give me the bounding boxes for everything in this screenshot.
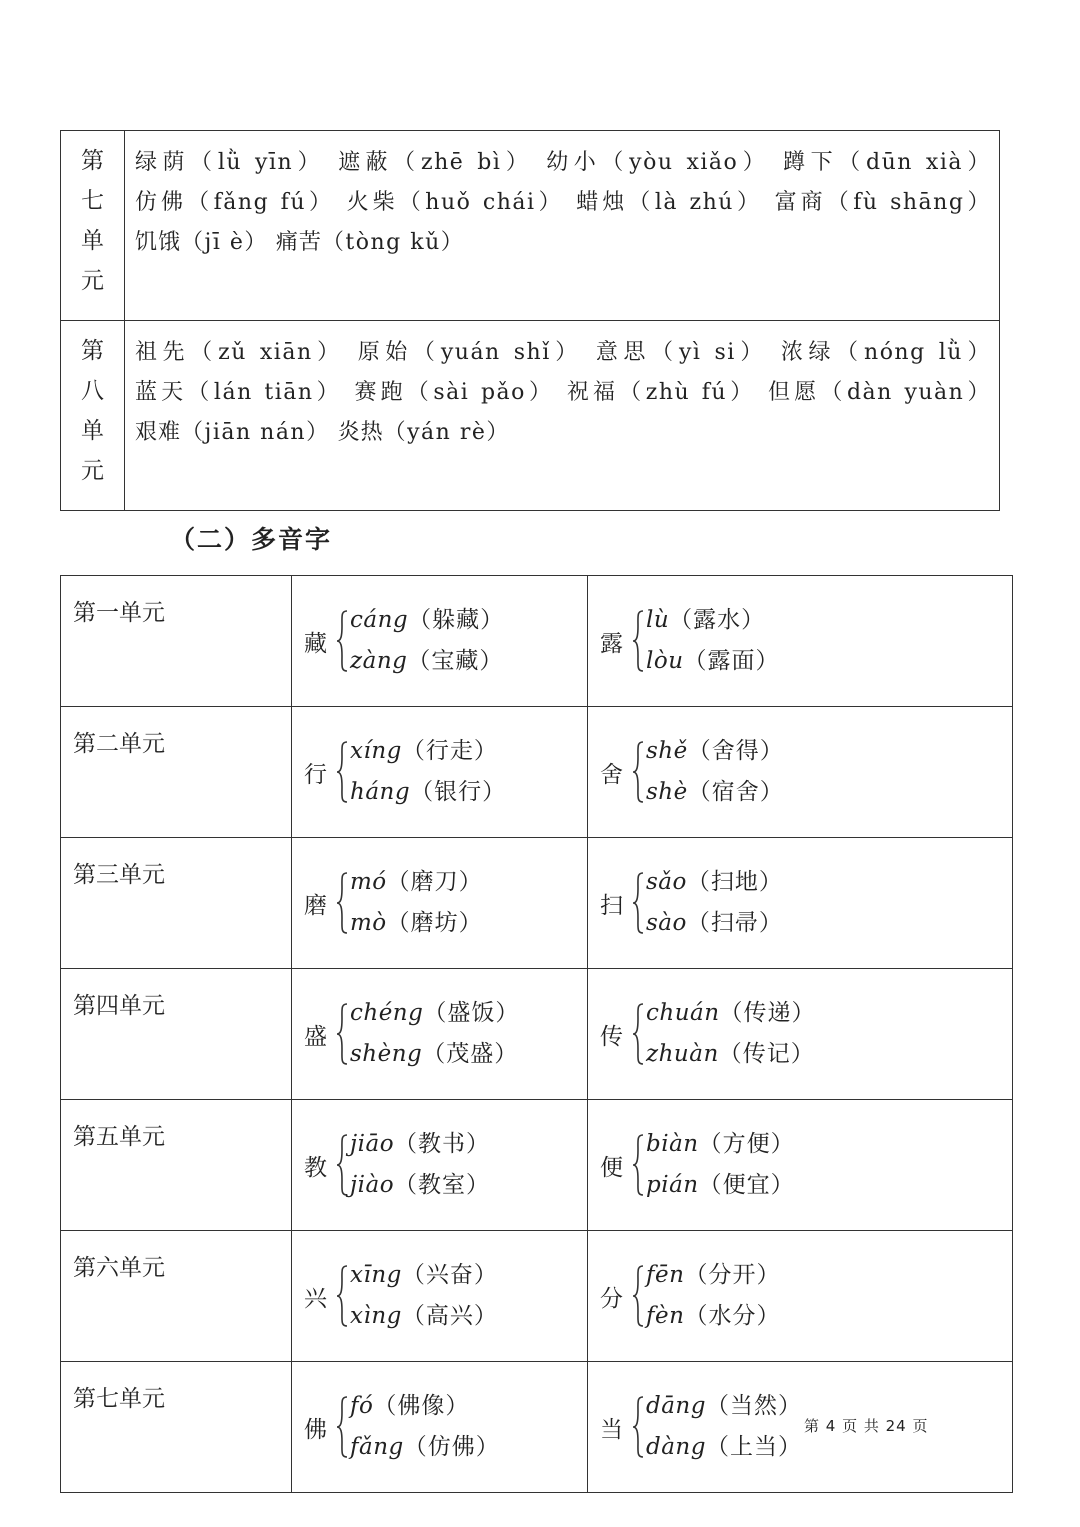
word-list-cell [125, 131, 1000, 321]
unit-label: 第一单元 [61, 576, 292, 707]
curly-brace-icon [632, 1134, 644, 1196]
readings-list [350, 1255, 498, 1337]
polyphonic-character: 行 [304, 761, 327, 788]
vocab-word [354, 380, 555, 405]
readings-list [350, 993, 519, 1075]
readings-group [336, 600, 504, 682]
reading-pinyin: shèng [350, 1041, 423, 1067]
vocab-table [60, 130, 1000, 511]
reading-line [350, 1427, 500, 1468]
word-characters: 炎热 [337, 420, 384, 445]
reading-line [350, 731, 506, 772]
polyphonic-entry [588, 1100, 1012, 1230]
word-characters: 遮蔽 [338, 150, 394, 175]
polyphonic-cell [292, 707, 588, 838]
reading-example: （仿佛） [403, 1434, 500, 1460]
reading-example: （高兴） [401, 1303, 498, 1329]
polyphonic-entry [588, 838, 1012, 968]
reading-line [350, 772, 506, 813]
polyphonic-row [61, 969, 1013, 1100]
reading-line [646, 1386, 802, 1427]
word-pinyin: （nóng lǜ） [835, 340, 991, 365]
polyphonic-character: 藏 [304, 630, 327, 657]
polyphonic-row [61, 576, 1013, 707]
readings-list [646, 731, 784, 813]
reading-example: （露水） [669, 607, 766, 633]
reading-line [646, 1296, 780, 1337]
reading-line [350, 1034, 519, 1075]
polyphonic-entry [588, 1231, 1012, 1361]
polyphonic-entry [292, 576, 587, 706]
readings-group [336, 1124, 490, 1206]
polyphonic-cell [588, 969, 1013, 1100]
reading-example: （教书） [394, 1131, 491, 1157]
vocab-word [775, 190, 991, 215]
readings-group [632, 731, 784, 813]
word-characters: 但愿 [768, 380, 821, 405]
polyphonic-character: 当 [600, 1416, 623, 1443]
reading-example: （教室） [394, 1172, 491, 1198]
word-pinyin: （fǎng fú） [187, 190, 336, 215]
reading-example: （露面） [683, 648, 780, 674]
unit-label: 第三单元 [61, 838, 292, 969]
word-pinyin: （yuán shǐ） [412, 340, 584, 365]
readings-group [336, 862, 483, 944]
word-pinyin: （lǜ yīn） [189, 150, 326, 175]
polyphonic-entry [292, 707, 587, 837]
reading-line [646, 903, 783, 944]
readings-list [646, 862, 783, 944]
reading-pinyin: xìng [350, 1303, 402, 1329]
readings-group [336, 731, 506, 813]
vocab-word [135, 340, 345, 365]
reading-pinyin: cáng [350, 607, 409, 633]
reading-example: （盛饭） [423, 1000, 520, 1026]
readings-group [632, 993, 816, 1075]
curly-brace-icon [336, 1265, 348, 1327]
vocab-word [358, 340, 584, 365]
vocab-word [135, 380, 343, 405]
polyphonic-table [60, 575, 1013, 1493]
word-characters: 蜡烛 [576, 190, 629, 215]
reading-example: （传递） [719, 1000, 816, 1026]
polyphonic-cell [292, 576, 588, 707]
section-heading-polyphonic: （二）多音字 [170, 525, 333, 554]
polyphonic-entry [588, 969, 1012, 1099]
vocab-word [781, 340, 991, 365]
word-pinyin: （sài pǎo） [406, 380, 556, 405]
vocab-word [135, 230, 268, 255]
word-pinyin: （lán tiān） [187, 380, 344, 405]
reading-line [646, 1427, 802, 1468]
vocab-word [135, 190, 336, 215]
reading-line [350, 600, 504, 641]
readings-list [350, 1124, 490, 1206]
polyphonic-character: 佛 [304, 1416, 327, 1443]
unit-label: 第四单元 [61, 969, 292, 1100]
page-footer: 第 4 页 共 24 页 [804, 1417, 929, 1435]
polyphonic-cell [588, 1231, 1013, 1362]
polyphonic-entry [588, 707, 1012, 837]
word-list-cell [125, 321, 1000, 511]
reading-example: （磨刀） [386, 869, 483, 895]
vocab-word [546, 150, 770, 175]
vocab-word [338, 420, 510, 445]
word-characters: 祝福 [566, 380, 620, 405]
unit-label: 第五单元 [61, 1100, 292, 1231]
readings-list [646, 1386, 802, 1468]
word-pinyin: （là zhú） [628, 190, 764, 215]
reading-line [350, 993, 519, 1034]
curly-brace-icon [632, 872, 644, 934]
vocab-word [338, 150, 534, 175]
curly-brace-icon [632, 610, 644, 672]
word-pinyin: （jiān nán） [181, 420, 330, 445]
reading-example: （磨坊） [386, 910, 483, 936]
vocab-word [135, 150, 326, 175]
reading-example: （茂盛） [422, 1041, 519, 1067]
reading-line [646, 993, 816, 1034]
reading-example: （银行） [410, 779, 507, 805]
reading-example: （传记） [718, 1041, 815, 1067]
reading-pinyin: sào [646, 910, 687, 936]
word-characters: 赛跑 [354, 380, 407, 405]
reading-line [646, 862, 783, 903]
curly-brace-icon [336, 610, 348, 672]
polyphonic-cell [588, 1362, 1013, 1493]
word-pinyin: （zhē bì） [393, 150, 534, 175]
polyphonic-character: 扫 [600, 892, 623, 919]
readings-group [632, 1386, 802, 1468]
reading-pinyin: fó [350, 1393, 374, 1419]
word-characters: 富商 [774, 190, 827, 215]
reading-pinyin: mò [350, 910, 387, 936]
word-characters: 浓绿 [780, 340, 836, 365]
word-characters: 祖先 [135, 340, 191, 365]
unit-label: 第二单元 [61, 707, 292, 838]
readings-group [336, 993, 519, 1075]
word-pinyin: （yì si） [650, 340, 769, 365]
curly-brace-icon [336, 1134, 348, 1196]
unit-label-cell [61, 321, 125, 511]
reading-example: （躲藏） [408, 607, 505, 633]
polyphonic-character: 盛 [304, 1023, 327, 1050]
word-pinyin: （zhù fú） [619, 380, 757, 405]
reading-pinyin: chuán [646, 1000, 720, 1026]
reading-example: （方便） [698, 1131, 795, 1157]
vocab-word [768, 380, 991, 405]
readings-list [646, 600, 780, 682]
vocab-row [61, 321, 1000, 511]
unit-label: 第六单元 [61, 1231, 292, 1362]
polyphonic-character: 露 [600, 630, 623, 657]
polyphonic-row [61, 1231, 1013, 1362]
word-characters: 原始 [357, 340, 413, 365]
vocab-word [783, 150, 991, 175]
readings-list [350, 862, 483, 944]
reading-pinyin: lù [646, 607, 670, 633]
polyphonic-cell [588, 707, 1013, 838]
polyphonic-cell [588, 1100, 1013, 1231]
word-pinyin: （yòu xiǎo） [601, 150, 771, 175]
polyphonic-cell [588, 838, 1013, 969]
word-characters: 蓝天 [135, 380, 188, 405]
reading-line [646, 1255, 780, 1296]
unit-label: 第七单元 [61, 1362, 292, 1493]
curly-brace-icon [336, 1003, 348, 1065]
polyphonic-row [61, 1100, 1013, 1231]
readings-group [336, 1386, 500, 1468]
word-characters: 意思 [595, 340, 651, 365]
polyphonic-row [61, 707, 1013, 838]
readings-group [632, 600, 780, 682]
polyphonic-character: 分 [600, 1285, 623, 1312]
reading-example: （便宜） [698, 1172, 795, 1198]
reading-line [350, 1165, 490, 1206]
word-characters: 幼小 [546, 150, 602, 175]
reading-example: （扫地） [686, 869, 783, 895]
reading-example: （扫帚） [686, 910, 783, 936]
reading-pinyin: biàn [646, 1131, 699, 1157]
word-characters: 痛苦 [275, 230, 322, 255]
reading-line [646, 600, 780, 641]
polyphonic-cell [292, 1362, 588, 1493]
vocab-word [567, 380, 757, 405]
polyphonic-row [61, 838, 1013, 969]
reading-example: （舍得） [687, 738, 784, 764]
curly-brace-icon [632, 1003, 644, 1065]
word-characters: 火柴 [346, 190, 399, 215]
polyphonic-entry [292, 1362, 587, 1492]
reading-line [646, 1165, 795, 1206]
polyphonic-cell [292, 1231, 588, 1362]
readings-list [646, 1124, 795, 1206]
reading-pinyin: fǎng [350, 1434, 404, 1460]
vocab-word [276, 230, 464, 255]
reading-example: （宝藏） [407, 648, 504, 674]
reading-pinyin: shè [646, 779, 688, 805]
reading-line [350, 1386, 500, 1427]
vocab-word [596, 340, 769, 365]
unit-label-cell [61, 131, 125, 321]
curly-brace-icon [336, 741, 348, 803]
polyphonic-entry [292, 1100, 587, 1230]
reading-line [350, 862, 483, 903]
word-pinyin: （zǔ xiān） [190, 340, 346, 365]
readings-list [646, 1255, 780, 1337]
reading-line [646, 731, 784, 772]
reading-example: （上当） [705, 1434, 802, 1460]
polyphonic-character: 传 [600, 1023, 623, 1050]
reading-example: （水分） [684, 1303, 781, 1329]
unit-label: 第八单元 [81, 338, 104, 484]
curly-brace-icon [336, 872, 348, 934]
polyphonic-cell [292, 838, 588, 969]
reading-line [350, 1296, 498, 1337]
readings-list [350, 1386, 500, 1468]
word-characters: 绿荫 [135, 150, 190, 175]
reading-example: （当然） [705, 1393, 802, 1419]
reading-pinyin: lòu [646, 648, 684, 674]
reading-pinyin: zàng [350, 648, 408, 674]
reading-pinyin: xíng [350, 738, 402, 764]
word-pinyin: （yán rè） [383, 420, 510, 445]
word-pinyin: （huǒ chái） [398, 190, 566, 215]
vocab-row [61, 131, 1000, 321]
reading-line [646, 641, 780, 682]
reading-pinyin: dāng [646, 1393, 706, 1419]
word-characters: 艰难 [135, 420, 182, 445]
reading-line [350, 1255, 498, 1296]
reading-pinyin: sǎo [646, 869, 687, 895]
polyphonic-entry [292, 969, 587, 1099]
readings-group [632, 862, 783, 944]
reading-example: （兴奋） [401, 1262, 498, 1288]
vocab-word [347, 190, 566, 215]
reading-example: （行走） [401, 738, 498, 764]
reading-pinyin: xīng [350, 1262, 402, 1288]
word-characters: 仿佛 [135, 190, 188, 215]
reading-line [646, 1034, 816, 1075]
reading-pinyin: pián [646, 1172, 699, 1198]
reading-pinyin: jiào [350, 1172, 395, 1198]
reading-example: （分开） [684, 1262, 781, 1288]
polyphonic-character: 教 [304, 1154, 327, 1181]
reading-pinyin: mó [350, 869, 387, 895]
reading-pinyin: chéng [350, 1000, 424, 1026]
reading-pinyin: shě [646, 738, 688, 764]
readings-list [350, 731, 506, 813]
word-characters: 饥饿 [135, 230, 182, 255]
unit-label: 第七单元 [81, 148, 104, 294]
readings-list [646, 993, 816, 1075]
polyphonic-cell [292, 1100, 588, 1231]
polyphonic-character: 兴 [304, 1285, 327, 1312]
reading-line [350, 641, 504, 682]
readings-list [350, 600, 504, 682]
word-pinyin: （dàn yuàn） [820, 380, 991, 405]
polyphonic-character: 磨 [304, 892, 327, 919]
reading-pinyin: fèn [646, 1303, 685, 1329]
reading-pinyin: zhuàn [646, 1041, 719, 1067]
reading-line [646, 1124, 795, 1165]
word-pinyin: （tòng kǔ） [321, 230, 465, 255]
word-characters: 蹲下 [783, 150, 839, 175]
polyphonic-character: 便 [600, 1154, 623, 1181]
reading-example: （佛像） [373, 1393, 470, 1419]
reading-pinyin: jiāo [350, 1131, 395, 1157]
reading-line [646, 772, 784, 813]
curly-brace-icon [632, 1396, 644, 1458]
reading-example: （宿舍） [687, 779, 784, 805]
word-pinyin: （dūn xià） [838, 150, 991, 175]
reading-pinyin: dàng [646, 1434, 706, 1460]
polyphonic-cell [588, 576, 1013, 707]
curly-brace-icon [632, 741, 644, 803]
readings-group [336, 1255, 498, 1337]
reading-line [350, 903, 483, 944]
polyphonic-entry [292, 838, 587, 968]
word-pinyin: （jī è） [181, 230, 268, 255]
polyphonic-entry [292, 1231, 587, 1361]
reading-line [350, 1124, 490, 1165]
readings-group [632, 1124, 795, 1206]
curly-brace-icon [632, 1265, 644, 1327]
vocab-word [576, 190, 763, 215]
polyphonic-character: 舍 [600, 761, 623, 788]
reading-pinyin: fēn [646, 1262, 685, 1288]
vocab-word [135, 420, 330, 445]
polyphonic-entry [588, 1362, 1012, 1492]
polyphonic-entry [588, 576, 1012, 706]
word-pinyin: （fù shāng） [826, 190, 991, 215]
readings-group [632, 1255, 780, 1337]
polyphonic-cell [292, 969, 588, 1100]
curly-brace-icon [336, 1396, 348, 1458]
reading-pinyin: háng [350, 779, 411, 805]
